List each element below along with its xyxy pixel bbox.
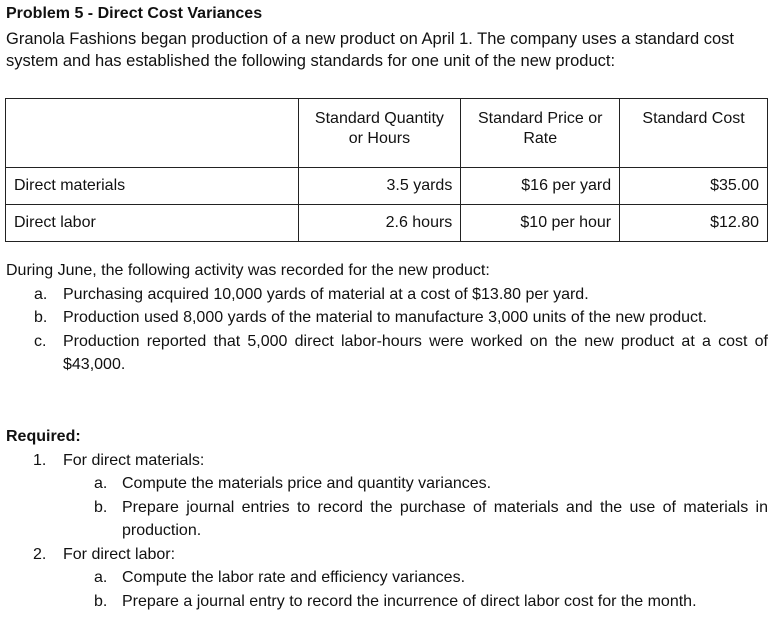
required-item [6,543,768,567]
table-header-row [6,99,768,168]
activity-lead: During June, the following activity was recorded for the new product: [6,262,490,279]
table-cell: 3.5 yards [298,168,461,205]
table-header-cell: Standard Price or Rate [461,99,620,168]
list-marker: 1. [33,451,47,469]
table-cell: Direct materials [6,168,299,205]
required-section [6,425,768,613]
list-item-text: For direct labor: [63,545,176,563]
list-marker: a. [94,475,108,492]
list-item-text: Production reported that 5,000 direct labor-hours were worked on the new product at a cost of $43,000. [63,332,768,373]
problem-title: Problem 5 - Direct Cost Variances [6,5,263,22]
list-item [6,330,768,377]
list-item-text: Prepare journal entries to record the purchase of materials and the use of materials in production. [122,498,768,539]
list-item-text: Compute the materials price and quantity variances. [122,475,492,492]
table-header-cell [6,99,299,168]
table-header-cell: Standard Cost [620,99,768,168]
standards-table [5,98,768,242]
required-heading: Required: [6,428,81,445]
list-marker: 2. [33,545,47,563]
table-header-cell: Standard Quantity or Hours [298,99,461,168]
sub-list-item [6,496,768,543]
intro-paragraph: Granola Fashions began production of a new product on April 1. The company uses a standard cost system and has established the following standards for one unit of the new product: [6,30,734,70]
list-marker: c. [34,332,47,350]
sub-list-item [6,590,768,614]
list-item-text: Purchasing acquired 10,000 yards of material at a cost of $13.80 per yard. [63,285,589,303]
list-item-text: Production used 8,000 yards of the material to manufacture 3,000 units of the new product. [63,309,707,326]
list-marker: b. [34,309,48,326]
list-item-text: Prepare a journal entry to record the incurrence of direct labor cost for the month. [122,592,697,610]
list-marker: a. [34,285,48,303]
sub-list-item [6,566,768,590]
table-cell: $12.80 [620,205,768,242]
table-row [6,168,768,205]
table-cell: $16 per yard [461,168,620,205]
list-marker: a. [94,569,108,586]
table-row [6,205,768,242]
list-item-text: Compute the labor rate and efficiency variances. [122,569,466,586]
list-item [6,306,768,330]
list-item-text: For direct materials: [63,451,205,469]
table-cell: 2.6 hours [298,205,461,242]
activity-section [6,259,768,377]
table-cell: $35.00 [620,168,768,205]
sub-list-item [6,472,768,496]
required-item [6,449,768,473]
list-marker: b. [94,592,108,610]
list-item [6,283,768,307]
table-cell: $10 per hour [461,205,620,242]
table-cell: Direct labor [6,205,299,242]
list-marker: b. [94,498,108,516]
